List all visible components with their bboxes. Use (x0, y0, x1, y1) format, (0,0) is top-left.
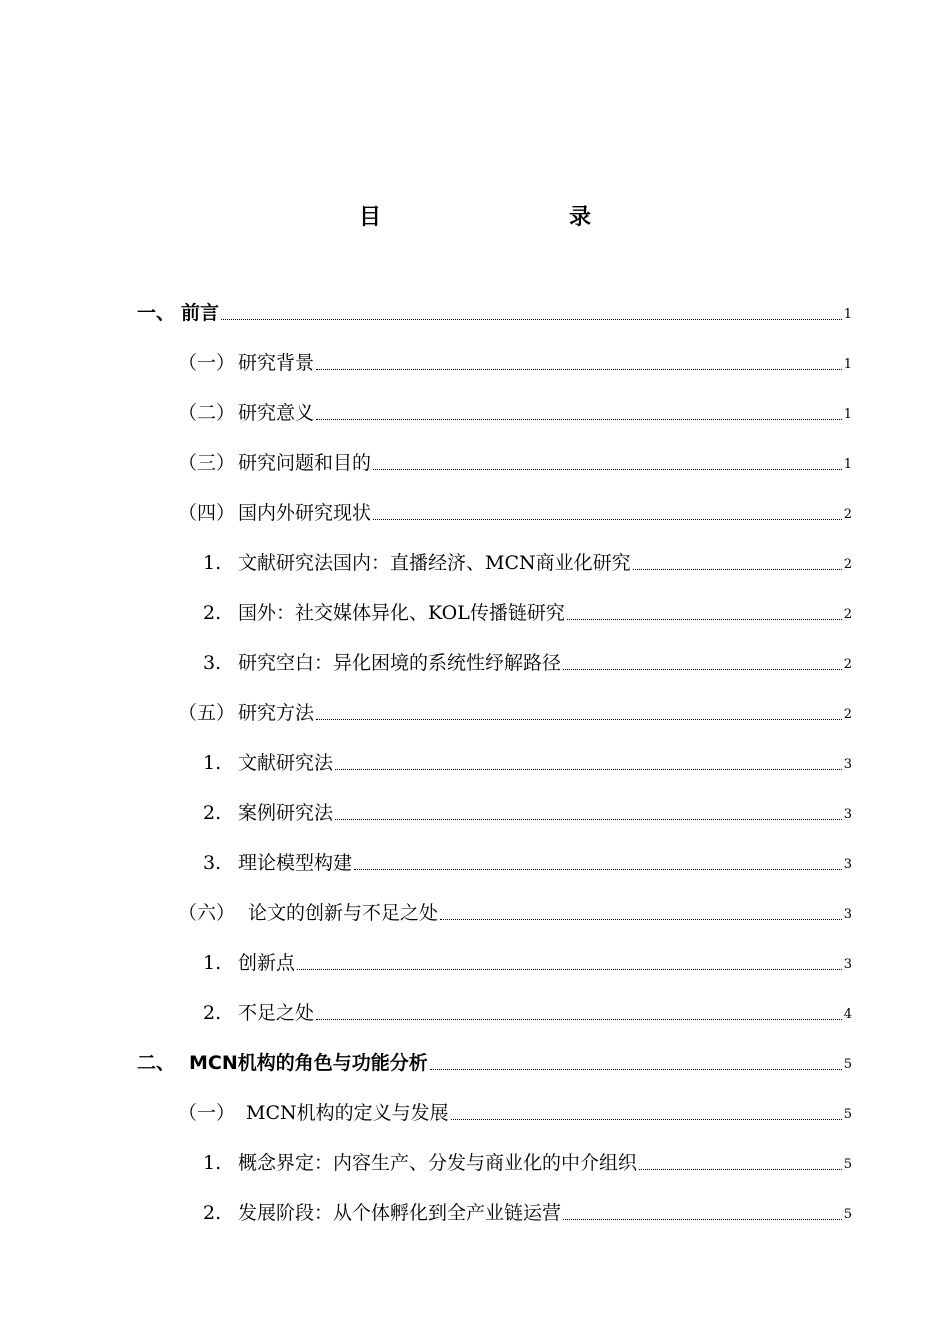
dot-leader (316, 368, 842, 370)
toc-entry-page-number: 1 (843, 357, 852, 372)
toc-entry[interactable] (203, 540, 852, 574)
dot-leader (316, 418, 842, 420)
toc-entry[interactable] (203, 1140, 852, 1174)
toc-entry[interactable] (178, 490, 852, 524)
toc-entry-page-number: 4 (843, 1007, 852, 1022)
toc-entry-label (178, 502, 371, 524)
toc-entry-number: 2. (203, 602, 222, 624)
toc-entry-title: 研究空白：异化困境的系统性纾解路径 (238, 652, 562, 674)
dot-leader (563, 668, 842, 670)
dot-leader (221, 318, 842, 320)
toc-entry-title: 概念界定：内容生产、分发与商业化的中介组织 (238, 1152, 638, 1174)
toc-entry[interactable] (178, 390, 852, 424)
dot-leader (440, 918, 842, 920)
toc-entry[interactable] (178, 890, 852, 924)
toc-entry-page-number: 1 (843, 307, 852, 322)
toc-entry-label (137, 302, 219, 324)
toc-entry-label (178, 902, 438, 924)
dot-leader (316, 1018, 842, 1020)
dot-leader (354, 868, 842, 870)
toc-entry-label (178, 452, 371, 474)
toc-entry-title: 发展阶段：从个体孵化到全产业链运营 (238, 1202, 562, 1224)
toc-entry-number: 1. (203, 952, 222, 974)
toc-entry-title: 研究问题和目的 (238, 452, 372, 474)
toc-entry-number: （五） (178, 702, 236, 724)
toc-entry-number: 1. (203, 752, 222, 774)
toc-entry-number: （三） (178, 452, 236, 474)
toc-entry[interactable] (178, 690, 852, 724)
toc-entry-title: 文献研究法国内：直播经济、MCN商业化研究 (238, 552, 631, 574)
toc-entry-page-number: 3 (843, 907, 852, 922)
toc-entry-label (137, 1052, 428, 1074)
toc-entry-label (203, 1002, 314, 1024)
dot-leader (633, 568, 842, 570)
toc-entry-title: 理论模型构建 (238, 852, 353, 874)
toc-entry-number: （四） (178, 502, 236, 524)
toc-entry-label (203, 1202, 561, 1224)
toc-entry-number: （一） (178, 1102, 236, 1124)
toc-entry-page-number: 3 (843, 807, 852, 822)
dot-leader (335, 818, 842, 820)
toc-entry-label (178, 402, 314, 424)
toc-entry-label (178, 1102, 449, 1124)
toc-entry-title: 论文的创新与不足之处 (248, 902, 439, 924)
toc-entry-number: 3. (203, 652, 222, 674)
toc-entry-label (178, 352, 314, 374)
toc-entry-page-number: 2 (843, 557, 852, 572)
toc-entry-number: 2. (203, 1202, 222, 1224)
toc-entry[interactable] (137, 290, 852, 324)
toc-entry-title: 研究意义 (238, 402, 315, 424)
toc-entry-number: （二） (178, 402, 236, 424)
toc-entry-title: 不足之处 (238, 1002, 315, 1024)
dot-leader (451, 1118, 842, 1120)
dot-leader (563, 1218, 842, 1220)
toc-entry-page-number: 1 (843, 407, 852, 422)
dot-leader (567, 618, 842, 620)
toc-entry-title: MCN机构的定义与发展 (246, 1102, 449, 1124)
toc-entry-title: 案例研究法 (238, 802, 334, 824)
toc-entry[interactable] (203, 590, 852, 624)
toc-entry-label (203, 952, 295, 974)
toc-entry[interactable] (203, 840, 852, 874)
dot-leader (316, 718, 842, 720)
toc-entry-title: 国外：社交媒体异化、KOL传播链研究 (238, 602, 565, 624)
toc-entry-page-number: 3 (843, 957, 852, 972)
toc-entry-title: 研究方法 (238, 702, 315, 724)
toc-entry[interactable] (203, 990, 852, 1024)
toc-entry-page-number: 3 (843, 857, 852, 872)
toc-entry-title: MCN机构的角色与功能分析 (189, 1052, 428, 1074)
toc-entry-page-number: 5 (843, 1057, 852, 1072)
toc-entry[interactable] (203, 640, 852, 674)
dot-leader (430, 1068, 842, 1070)
toc-entry-page-number: 5 (843, 1157, 852, 1172)
toc-entry-number: 二、 (137, 1052, 176, 1074)
toc-entry-page-number: 2 (843, 607, 852, 622)
toc-entry-number: 一、 (137, 302, 176, 324)
toc-entry-label (203, 1152, 637, 1174)
dot-leader (373, 468, 842, 470)
toc-entry-page-number: 2 (843, 507, 852, 522)
toc-entry[interactable] (203, 940, 852, 974)
toc-entry-number: （六） (178, 902, 236, 924)
toc-entry-number: 2. (203, 1002, 222, 1024)
toc-entry[interactable] (178, 440, 852, 474)
toc-entry-label (203, 552, 631, 574)
toc-entry-label (203, 602, 565, 624)
toc-entry-label (203, 852, 352, 874)
toc-entry-number: 3. (203, 852, 222, 874)
dot-leader (639, 1168, 842, 1170)
toc-entry-title: 研究背景 (238, 352, 315, 374)
toc-entry-page-number: 2 (843, 707, 852, 722)
toc-entry-title: 文献研究法 (238, 752, 334, 774)
toc-entry-page-number: 5 (843, 1107, 852, 1122)
toc-entry-number: （一） (178, 352, 236, 374)
dot-leader (297, 968, 842, 970)
toc-entry[interactable] (203, 1190, 852, 1224)
toc-entry[interactable] (178, 340, 852, 374)
toc-entry[interactable] (203, 790, 852, 824)
toc-entry-label (178, 702, 314, 724)
toc-entry-page-number: 3 (843, 757, 852, 772)
dot-leader (373, 518, 842, 520)
toc-entry-label (203, 802, 333, 824)
toc-entry-title: 前言 (181, 302, 220, 324)
dot-leader (335, 768, 842, 770)
toc-entry[interactable] (137, 1040, 852, 1074)
toc-entry-label (203, 752, 333, 774)
toc-entry[interactable] (178, 1090, 852, 1124)
toc-entry-title: 国内外研究现状 (238, 502, 372, 524)
toc-entry-page-number: 2 (843, 657, 852, 672)
toc-entry-title: 创新点 (238, 952, 296, 974)
toc-entry-page-number: 5 (843, 1207, 852, 1222)
toc-entry-page-number: 1 (843, 457, 852, 472)
toc-entry-label (203, 652, 561, 674)
toc-entry-number: 2. (203, 802, 222, 824)
page-title: 目 录 (358, 204, 639, 230)
toc-entry[interactable] (203, 740, 852, 774)
toc-entry-number: 1. (203, 552, 222, 574)
toc-entry-number: 1. (203, 1152, 222, 1174)
